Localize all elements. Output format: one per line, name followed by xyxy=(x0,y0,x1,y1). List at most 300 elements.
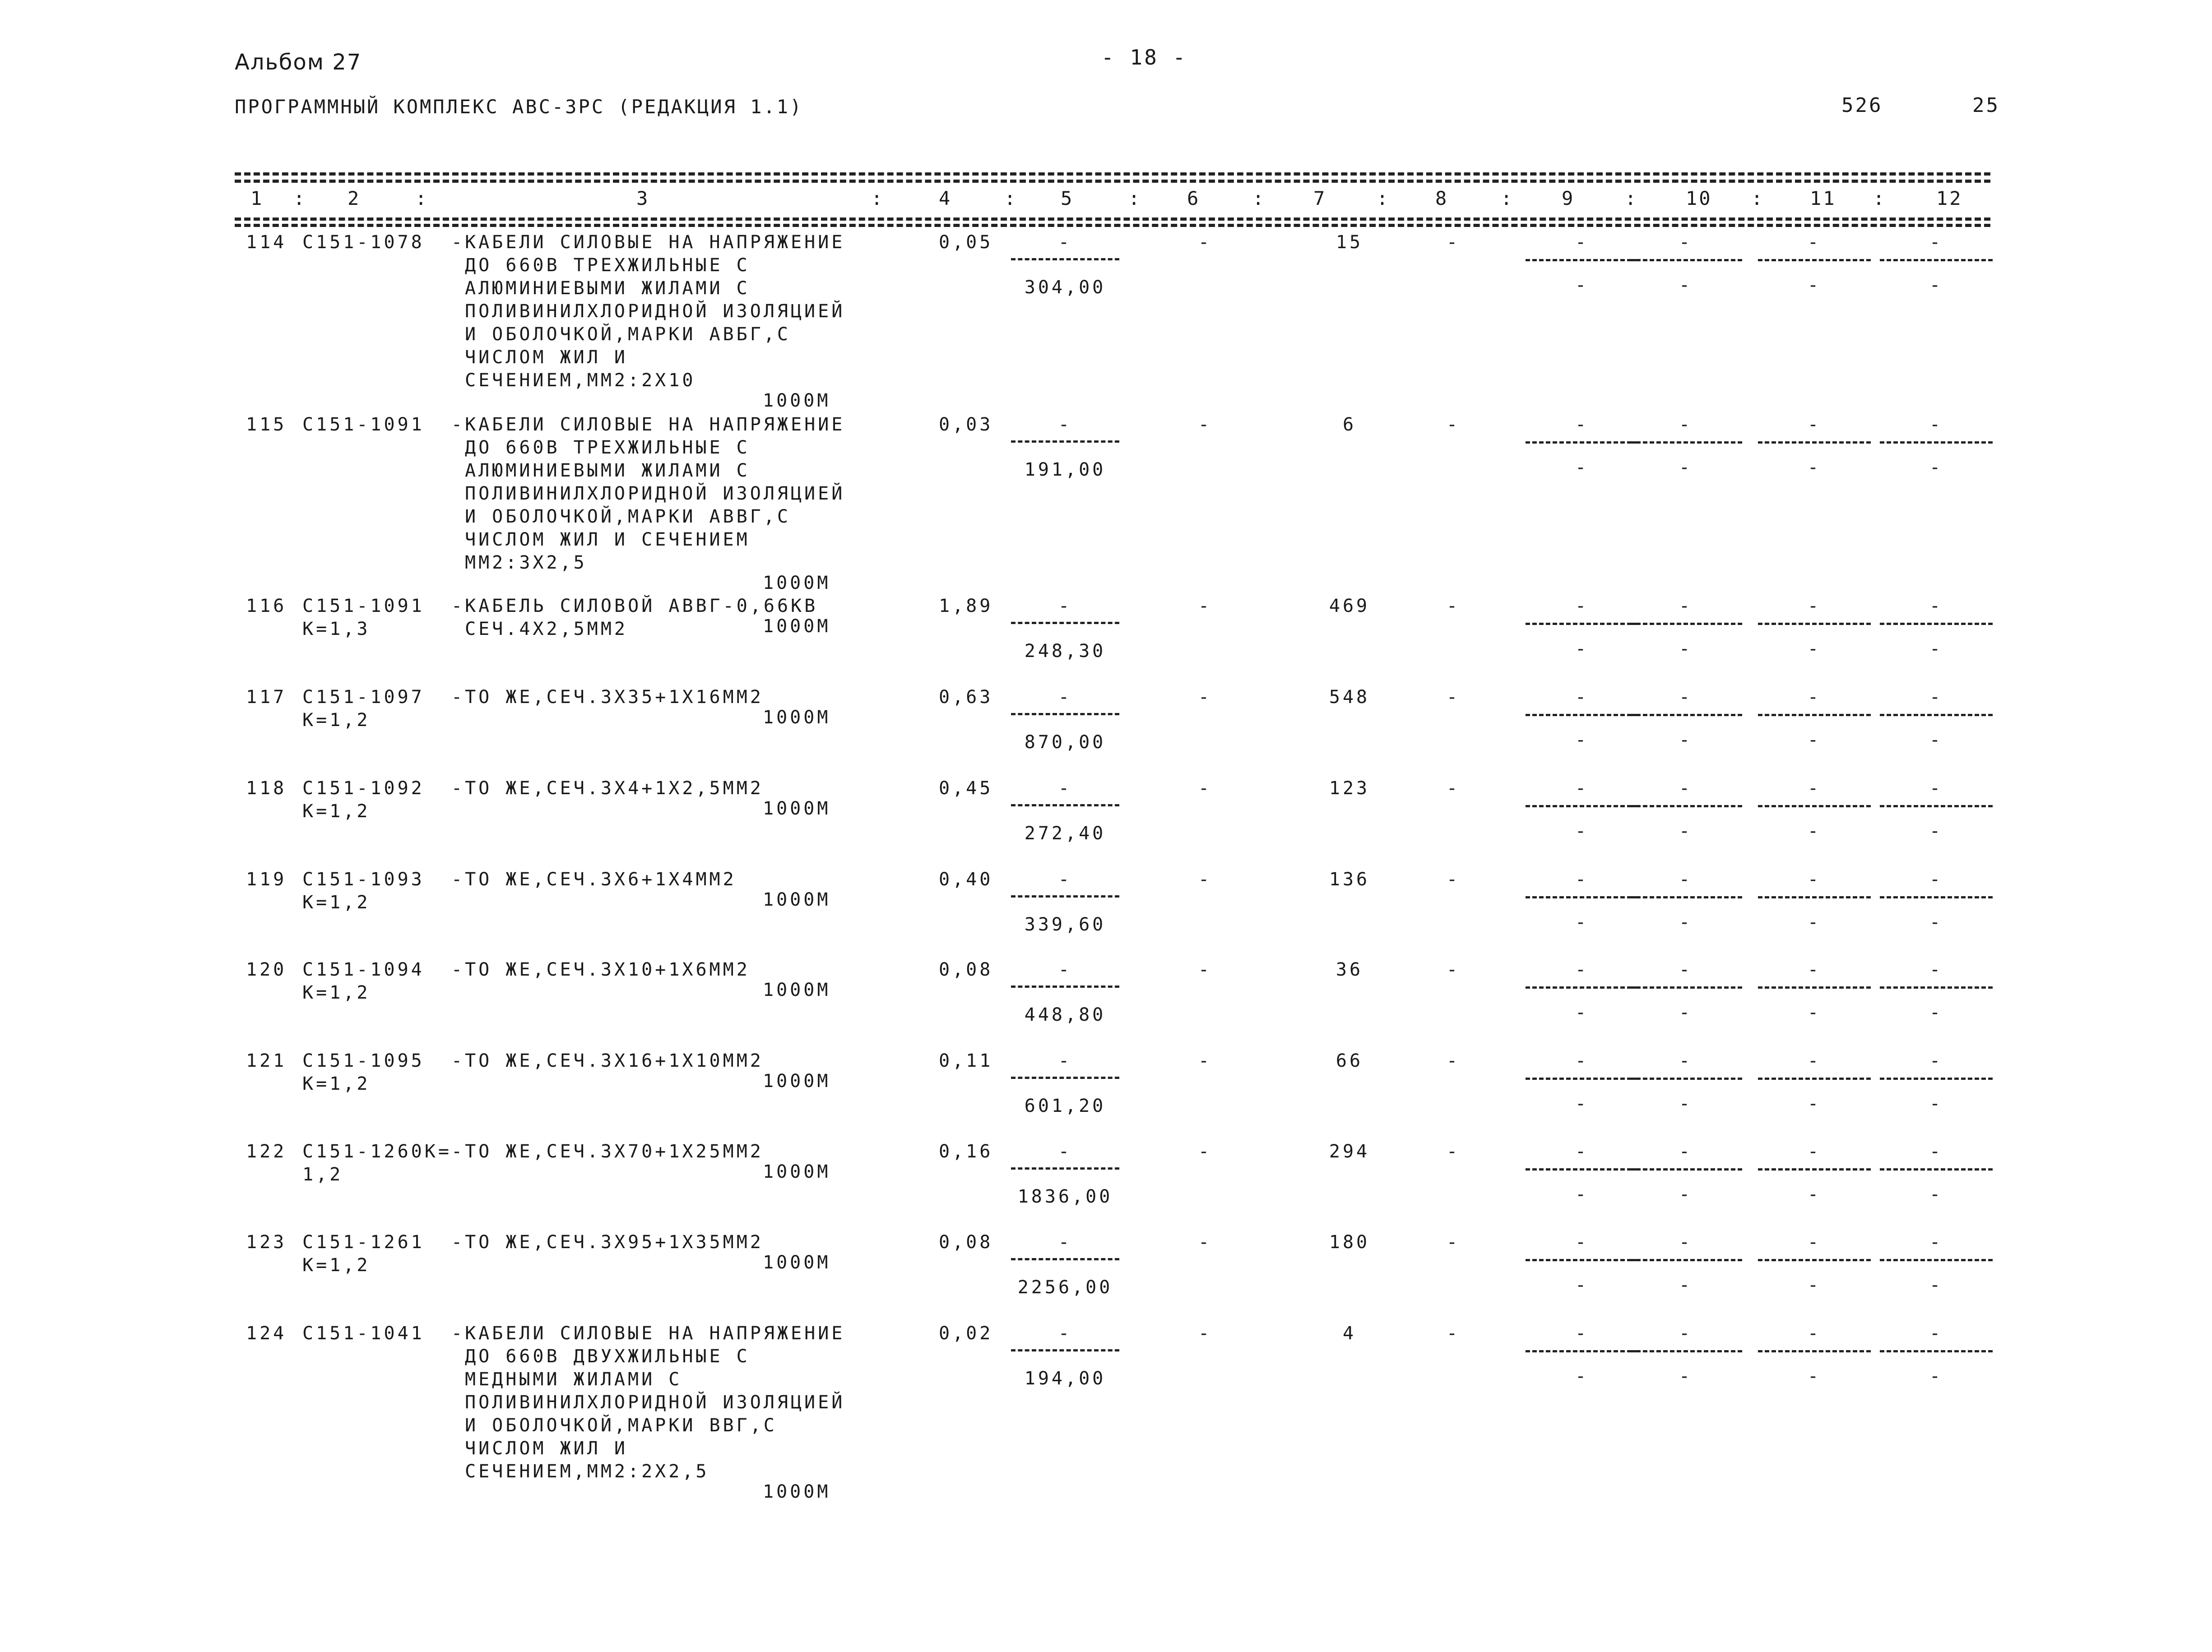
row-coefficient: К=1,2 xyxy=(302,710,371,731)
right-col-top: - xyxy=(1575,687,1589,708)
right-col-bottom: - xyxy=(1929,821,1943,842)
row-description-line: ДО 660В ДВУХЖИЛЬНЫЕ С xyxy=(465,1346,750,1367)
row-description-line: -КАБЕЛИ СИЛОВЫЕ НА НАПРЯЖЕНИЕ xyxy=(451,414,845,435)
row-description-line: -КАБЕЛИ СИЛОВЫЕ НА НАПРЯЖЕНИЕ xyxy=(451,1323,845,1344)
right-col-divider xyxy=(1758,259,1871,261)
row-description-line: -ТО ЖЕ,СЕЧ.3Х95+1Х35ММ2 xyxy=(451,1232,764,1253)
column-separator: : xyxy=(415,187,429,209)
right-col-top: - xyxy=(1807,1141,1822,1162)
right-col-bottom: - xyxy=(1807,730,1822,750)
right-col-top: - xyxy=(1929,778,1943,799)
col7-value: 66 xyxy=(1336,1050,1363,1071)
col7-value: 6 xyxy=(1342,414,1357,435)
row-code: С151-1041 xyxy=(302,1323,425,1344)
right-col-bottom: - xyxy=(1929,457,1943,478)
row-description-line: МЕДНЫМИ ЖИЛАМИ С xyxy=(465,1369,682,1390)
col4-quantity: 0,03 xyxy=(939,414,993,435)
row-description-line: -КАБЕЛИ СИЛОВЫЕ НА НАПРЯЖЕНИЕ xyxy=(451,232,845,253)
row-description-line: -КАБЕЛЬ СИЛОВОЙ АВВГ-0,66КВ xyxy=(451,596,818,616)
col5-divider xyxy=(1011,258,1119,260)
right-col-top: - xyxy=(1929,1050,1943,1071)
right-col-bottom: - xyxy=(1679,912,1693,933)
right-col-divider xyxy=(1526,441,1638,444)
col6-value: - xyxy=(1198,869,1212,890)
right-col-bottom: - xyxy=(1575,275,1589,296)
right-col-bottom: - xyxy=(1929,730,1943,750)
col7-value: 136 xyxy=(1329,869,1370,890)
row-code: С151-1091 xyxy=(302,596,425,616)
right-col-divider xyxy=(1758,441,1871,444)
col5-top: - xyxy=(1058,869,1072,890)
column-header: 1 xyxy=(250,187,264,209)
col7-value: 123 xyxy=(1329,778,1370,799)
col8-value: - xyxy=(1446,1050,1461,1071)
right-col-divider xyxy=(1526,1078,1638,1080)
col6-value: - xyxy=(1198,596,1212,616)
col5-top: - xyxy=(1058,778,1072,799)
column-separator: : xyxy=(1873,187,1887,209)
col5-bottom: 304,00 xyxy=(1024,277,1106,298)
col6-value: - xyxy=(1198,1141,1212,1162)
right-col-divider xyxy=(1629,259,1742,261)
right-col-bottom: - xyxy=(1575,639,1589,659)
row-coefficient: К=1,2 xyxy=(302,1074,371,1094)
row-coefficient: К=1,2 xyxy=(302,801,371,822)
right-col-top: - xyxy=(1929,687,1943,708)
col5-divider xyxy=(1011,1258,1119,1260)
right-col-divider xyxy=(1526,805,1638,807)
sheet-number: 25 xyxy=(1972,94,2000,117)
col8-value: - xyxy=(1446,959,1461,980)
row-number: 124 xyxy=(246,1323,287,1344)
col5-divider xyxy=(1011,1167,1119,1170)
row-description-line: СЕЧЕНИЕМ,ММ2:2Х2,5 xyxy=(465,1461,710,1482)
row-unit: 1000М xyxy=(763,1252,831,1273)
row-description-line: -ТО ЖЕ,СЕЧ.3Х70+1Х25ММ2 xyxy=(451,1141,764,1162)
right-col-bottom: - xyxy=(1807,639,1822,659)
right-col-top: - xyxy=(1807,959,1822,980)
row-code: С151-1094 xyxy=(302,959,425,980)
right-col-divider xyxy=(1880,986,1993,989)
row-description-line: ДО 660В ТРЕХЖИЛЬНЫЕ С xyxy=(465,255,750,276)
col5-top: - xyxy=(1058,687,1072,708)
col4-quantity: 0,08 xyxy=(939,959,993,980)
col7-value: 4 xyxy=(1342,1323,1357,1344)
col5-divider xyxy=(1011,713,1119,715)
table-top-rule xyxy=(235,172,1990,176)
right-col-divider xyxy=(1758,805,1871,807)
column-separator: : xyxy=(871,187,885,209)
row-code: С151-1093 xyxy=(302,869,425,890)
right-col-top: - xyxy=(1807,232,1822,253)
row-number: 118 xyxy=(246,778,287,799)
right-col-top: - xyxy=(1807,1232,1822,1253)
program-title: ПРОГРАММНЫЙ КОМПЛЕКС АВС-3РС (РЕДАКЦИЯ 1.1) xyxy=(235,96,803,118)
col8-value: - xyxy=(1446,778,1461,799)
row-description-line: ММ2:3Х2,5 xyxy=(465,552,587,573)
row-number: 123 xyxy=(246,1232,287,1253)
right-col-bottom: - xyxy=(1807,1184,1822,1205)
column-separator: : xyxy=(1625,187,1638,209)
column-header: 8 xyxy=(1435,187,1449,209)
row-description-line: АЛЮМИНИЕВЫМИ ЖИЛАМИ С xyxy=(465,460,750,481)
right-col-divider xyxy=(1880,441,1993,444)
row-description-line: ПОЛИВИНИЛХЛОРИДНОЙ ИЗОЛЯЦИЕЙ xyxy=(465,483,845,504)
col5-bottom: 194,00 xyxy=(1024,1368,1106,1389)
col5-divider xyxy=(1011,895,1119,898)
right-col-bottom: - xyxy=(1929,1275,1943,1296)
col8-value: - xyxy=(1446,232,1461,253)
col6-value: - xyxy=(1198,414,1212,435)
col5-bottom: 448,80 xyxy=(1024,1004,1106,1025)
right-col-bottom: - xyxy=(1679,821,1693,842)
right-col-bottom: - xyxy=(1807,275,1822,296)
right-col-divider xyxy=(1629,1168,1742,1171)
column-header: 7 xyxy=(1313,187,1327,209)
col5-top: - xyxy=(1058,596,1072,616)
program-code: 526 xyxy=(1841,94,1883,117)
right-col-bottom: - xyxy=(1575,821,1589,842)
right-col-top: - xyxy=(1929,1141,1943,1162)
column-header: 6 xyxy=(1187,187,1201,209)
right-col-divider xyxy=(1526,714,1638,716)
right-col-bottom: - xyxy=(1929,275,1943,296)
row-unit: 1000М xyxy=(763,1481,831,1502)
col5-bottom: 339,60 xyxy=(1024,914,1106,935)
column-header: 11 xyxy=(1810,187,1836,209)
column-header: 3 xyxy=(636,187,650,209)
col4-quantity: 0,11 xyxy=(939,1050,993,1071)
col6-value: - xyxy=(1198,687,1212,708)
right-col-divider xyxy=(1880,1350,1993,1352)
column-header: 4 xyxy=(939,187,952,209)
col7-value: 15 xyxy=(1336,232,1363,253)
col8-value: - xyxy=(1446,414,1461,435)
right-col-bottom: - xyxy=(1679,1275,1693,1296)
right-col-top: - xyxy=(1575,778,1589,799)
row-number: 121 xyxy=(246,1050,287,1071)
col5-divider xyxy=(1011,804,1119,806)
right-col-bottom: - xyxy=(1929,1366,1943,1387)
right-col-bottom: - xyxy=(1807,1093,1822,1114)
right-col-bottom: - xyxy=(1575,1002,1589,1023)
page-number: - 18 - xyxy=(1101,45,1187,69)
col8-value: - xyxy=(1446,596,1461,616)
right-col-top: - xyxy=(1679,869,1693,890)
row-code: С151-1260К= xyxy=(302,1141,452,1162)
right-col-top: - xyxy=(1575,232,1589,253)
right-col-top: - xyxy=(1929,1232,1943,1253)
row-description-line: ЧИСЛОМ ЖИЛ И xyxy=(465,347,628,368)
row-description-line: И ОБОЛОЧКОЙ,МАРКИ АВВГ,С xyxy=(465,506,791,527)
row-description-line: ПОЛИВИНИЛХЛОРИДНОЙ ИЗОЛЯЦИЕЙ xyxy=(465,1392,845,1413)
right-col-bottom: - xyxy=(1679,1184,1693,1205)
right-col-divider xyxy=(1629,805,1742,807)
row-description-line: СЕЧ.4Х2,5ММ2 xyxy=(465,619,628,639)
column-header: 5 xyxy=(1061,187,1074,209)
right-col-bottom: - xyxy=(1679,730,1693,750)
right-col-bottom: - xyxy=(1929,1002,1943,1023)
right-col-bottom: - xyxy=(1679,1366,1693,1387)
col6-value: - xyxy=(1198,232,1212,253)
row-unit: 1000М xyxy=(763,707,831,728)
right-col-divider xyxy=(1629,441,1742,444)
row-number: 119 xyxy=(246,869,287,890)
row-description-line: -ТО ЖЕ,СЕЧ.3Х16+1Х10ММ2 xyxy=(451,1050,764,1071)
col5-divider xyxy=(1011,440,1119,443)
col5-divider xyxy=(1011,986,1119,988)
right-col-bottom: - xyxy=(1807,457,1822,478)
right-col-divider xyxy=(1526,986,1638,989)
row-code: С151-1092 xyxy=(302,778,425,799)
col4-quantity: 0,40 xyxy=(939,869,993,890)
col8-value: - xyxy=(1446,1141,1461,1162)
right-col-divider xyxy=(1629,1259,1742,1261)
right-col-divider xyxy=(1880,1259,1993,1261)
right-col-top: - xyxy=(1929,959,1943,980)
album-label: Альбом 27 xyxy=(235,50,362,75)
right-col-divider xyxy=(1526,623,1638,625)
right-col-bottom: - xyxy=(1929,1093,1943,1114)
col4-quantity: 0,08 xyxy=(939,1232,993,1253)
right-col-top: - xyxy=(1929,1323,1943,1344)
right-col-bottom: - xyxy=(1575,730,1589,750)
right-col-top: - xyxy=(1575,596,1589,616)
row-description-line: ЧИСЛОМ ЖИЛ И СЕЧЕНИЕМ xyxy=(465,529,750,550)
col5-bottom: 248,30 xyxy=(1024,641,1106,662)
right-col-divider xyxy=(1526,896,1638,898)
col6-value: - xyxy=(1198,1050,1212,1071)
right-col-divider xyxy=(1629,986,1742,989)
row-unit: 1000М xyxy=(763,1161,831,1182)
right-col-divider xyxy=(1758,896,1871,898)
right-col-top: - xyxy=(1679,778,1693,799)
row-code: С151-1095 xyxy=(302,1050,425,1071)
right-col-bottom: - xyxy=(1807,912,1822,933)
right-col-divider xyxy=(1758,1168,1871,1171)
right-col-top: - xyxy=(1807,1050,1822,1071)
col5-top: - xyxy=(1058,1323,1072,1344)
col5-top: - xyxy=(1058,232,1072,253)
col5-top: - xyxy=(1058,959,1072,980)
right-col-top: - xyxy=(1807,1323,1822,1344)
col6-value: - xyxy=(1198,778,1212,799)
col5-divider xyxy=(1011,1349,1119,1351)
right-col-bottom: - xyxy=(1807,1002,1822,1023)
right-col-top: - xyxy=(1575,1050,1589,1071)
right-col-top: - xyxy=(1807,869,1822,890)
right-col-bottom: - xyxy=(1679,457,1693,478)
right-col-divider xyxy=(1880,623,1993,625)
row-description-line: И ОБОЛОЧКОЙ,МАРКИ АВБГ,С xyxy=(465,324,791,345)
row-description-line: -ТО ЖЕ,СЕЧ.3Х35+1Х16ММ2 xyxy=(451,687,764,708)
col5-top: - xyxy=(1058,1141,1072,1162)
column-separator: : xyxy=(1377,187,1390,209)
right-col-bottom: - xyxy=(1575,1275,1589,1296)
row-code: С151-1091 xyxy=(302,414,425,435)
row-number: 116 xyxy=(246,596,287,616)
row-coefficient: К=1,2 xyxy=(302,892,371,913)
col8-value: - xyxy=(1446,1232,1461,1253)
right-col-divider xyxy=(1526,1259,1638,1261)
right-col-top: - xyxy=(1679,959,1693,980)
right-col-bottom: - xyxy=(1807,1366,1822,1387)
column-separator: : xyxy=(1004,187,1018,209)
right-col-divider xyxy=(1880,1168,1993,1171)
right-col-top: - xyxy=(1575,1323,1589,1344)
row-description-line: АЛЮМИНИЕВЫМИ ЖИЛАМИ С xyxy=(465,278,750,299)
right-col-top: - xyxy=(1679,687,1693,708)
row-coefficient: 1,2 xyxy=(302,1164,343,1185)
row-description-line: ЧИСЛОМ ЖИЛ И xyxy=(465,1438,628,1459)
right-col-top: - xyxy=(1929,232,1943,253)
col5-top: - xyxy=(1058,1050,1072,1071)
right-col-divider xyxy=(1629,896,1742,898)
column-separator: : xyxy=(1501,187,1514,209)
col4-quantity: 0,02 xyxy=(939,1323,993,1344)
right-col-divider xyxy=(1629,623,1742,625)
row-code: С151-1078 xyxy=(302,232,425,253)
row-description-line: ДО 660В ТРЕХЖИЛЬНЫЕ С xyxy=(465,437,750,458)
column-header: 10 xyxy=(1686,187,1712,209)
row-number: 115 xyxy=(246,414,287,435)
right-col-top: - xyxy=(1679,414,1693,435)
row-unit: 1000М xyxy=(763,616,831,637)
right-col-top: - xyxy=(1575,959,1589,980)
right-col-divider xyxy=(1758,1350,1871,1352)
col5-bottom: 601,20 xyxy=(1024,1096,1106,1116)
right-col-divider xyxy=(1880,714,1993,716)
col5-bottom: 1836,00 xyxy=(1017,1186,1113,1207)
right-col-bottom: - xyxy=(1807,821,1822,842)
column-separator: : xyxy=(293,187,307,209)
row-number: 117 xyxy=(246,687,287,708)
right-col-top: - xyxy=(1575,414,1589,435)
row-unit: 1000М xyxy=(763,980,831,1000)
right-col-top: - xyxy=(1679,1050,1693,1071)
right-col-bottom: - xyxy=(1807,1275,1822,1296)
column-header: 9 xyxy=(1562,187,1575,209)
col5-top: - xyxy=(1058,1232,1072,1253)
right-col-divider xyxy=(1526,259,1638,261)
col5-bottom: 2256,00 xyxy=(1017,1277,1113,1298)
right-col-divider xyxy=(1629,1350,1742,1352)
right-col-top: - xyxy=(1807,778,1822,799)
right-col-bottom: - xyxy=(1679,1093,1693,1114)
right-col-top: - xyxy=(1679,1232,1693,1253)
row-coefficient: К=1,2 xyxy=(302,982,371,1003)
right-col-bottom: - xyxy=(1679,1002,1693,1023)
right-col-top: - xyxy=(1807,687,1822,708)
col5-bottom: 272,40 xyxy=(1024,823,1106,844)
right-col-divider xyxy=(1880,805,1993,807)
col8-value: - xyxy=(1446,869,1461,890)
col5-top: - xyxy=(1058,414,1072,435)
col4-quantity: 0,45 xyxy=(939,778,993,799)
right-col-top: - xyxy=(1929,869,1943,890)
right-col-divider xyxy=(1526,1350,1638,1352)
right-col-divider xyxy=(1758,1078,1871,1080)
col6-value: - xyxy=(1198,1232,1212,1253)
right-col-top: - xyxy=(1807,414,1822,435)
right-col-divider xyxy=(1526,1168,1638,1171)
col5-bottom: 870,00 xyxy=(1024,732,1106,753)
table-header-bottom-rule-2 xyxy=(235,224,1990,227)
column-header: 2 xyxy=(348,187,361,209)
row-description-line: ПОЛИВИНИЛХЛОРИДНОЙ ИЗОЛЯЦИЕЙ xyxy=(465,301,845,322)
col4-quantity: 1,89 xyxy=(939,596,993,616)
column-separator: : xyxy=(1252,187,1266,209)
right-col-divider xyxy=(1758,1259,1871,1261)
right-col-top: - xyxy=(1679,1141,1693,1162)
right-col-bottom: - xyxy=(1929,912,1943,933)
column-header: 12 xyxy=(1936,187,1963,209)
right-col-top: - xyxy=(1575,1232,1589,1253)
col5-bottom: 191,00 xyxy=(1024,459,1106,480)
row-unit: 1000М xyxy=(763,390,831,411)
right-col-bottom: - xyxy=(1575,1093,1589,1114)
col7-value: 469 xyxy=(1329,596,1370,616)
row-unit: 1000М xyxy=(763,889,831,910)
right-col-bottom: - xyxy=(1929,1184,1943,1205)
right-col-bottom: - xyxy=(1679,639,1693,659)
right-col-top: - xyxy=(1575,869,1589,890)
right-col-top: - xyxy=(1679,1323,1693,1344)
col4-quantity: 0,63 xyxy=(939,687,993,708)
row-coefficient: К=1,2 xyxy=(302,1255,371,1276)
right-col-divider xyxy=(1880,1078,1993,1080)
row-number: 122 xyxy=(246,1141,287,1162)
col7-value: 294 xyxy=(1329,1141,1370,1162)
col7-value: 180 xyxy=(1329,1232,1370,1253)
row-description-line: -ТО ЖЕ,СЕЧ.3Х10+1Х6ММ2 xyxy=(451,959,750,980)
right-col-divider xyxy=(1758,714,1871,716)
table-top-rule-2 xyxy=(235,180,1990,183)
right-col-bottom: - xyxy=(1575,457,1589,478)
row-coefficient: К=1,3 xyxy=(302,619,371,639)
col6-value: - xyxy=(1198,1323,1212,1344)
right-col-divider xyxy=(1629,1078,1742,1080)
column-separator: : xyxy=(1128,187,1142,209)
row-description-line: СЕЧЕНИЕМ,ММ2:2Х10 xyxy=(465,370,696,391)
table-header-bottom-rule xyxy=(235,217,1990,221)
col8-value: - xyxy=(1446,1323,1461,1344)
row-code: С151-1097 xyxy=(302,687,425,708)
column-separator: : xyxy=(1751,187,1765,209)
right-col-top: - xyxy=(1679,232,1693,253)
row-code: С151-1261 xyxy=(302,1232,425,1253)
right-col-bottom: - xyxy=(1575,912,1589,933)
right-col-bottom: - xyxy=(1575,1184,1589,1205)
col8-value: - xyxy=(1446,687,1461,708)
row-number: 120 xyxy=(246,959,287,980)
right-col-bottom: - xyxy=(1575,1366,1589,1387)
row-description-line: И ОБОЛОЧКОЙ,МАРКИ ВВГ,С xyxy=(465,1415,777,1436)
right-col-bottom: - xyxy=(1929,639,1943,659)
col5-divider xyxy=(1011,1077,1119,1079)
col7-value: 36 xyxy=(1336,959,1363,980)
right-col-divider xyxy=(1758,623,1871,625)
row-number: 114 xyxy=(246,232,287,253)
right-col-divider xyxy=(1880,259,1993,261)
col5-divider xyxy=(1011,622,1119,624)
right-col-divider xyxy=(1629,714,1742,716)
right-col-top: - xyxy=(1929,414,1943,435)
row-unit: 1000М xyxy=(763,798,831,819)
right-col-top: - xyxy=(1679,596,1693,616)
col4-quantity: 0,05 xyxy=(939,232,993,253)
right-col-divider xyxy=(1758,986,1871,989)
